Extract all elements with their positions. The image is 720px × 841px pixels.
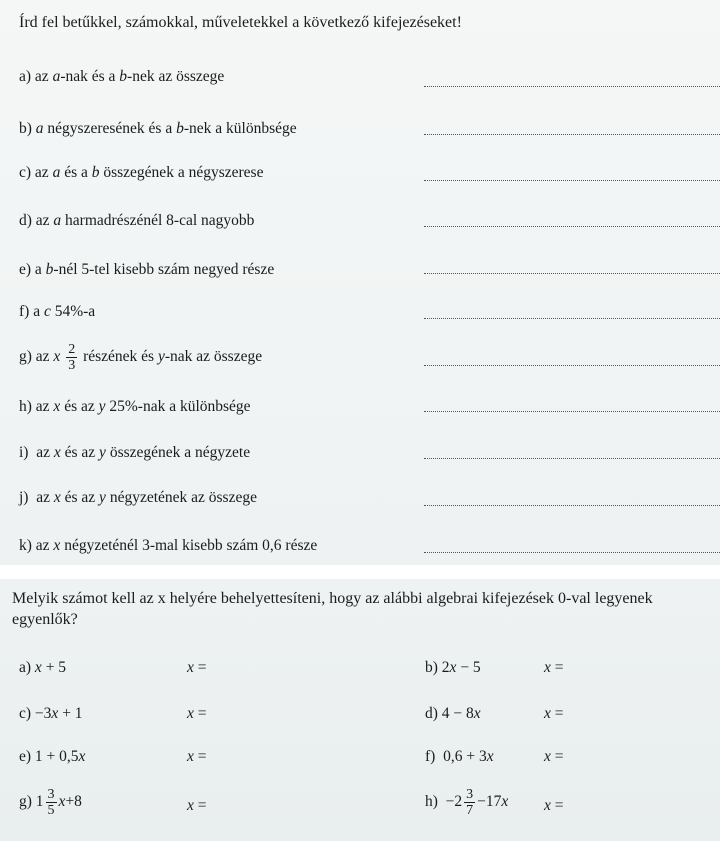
answer-a[interactable]: x = — [187, 659, 207, 676]
item2-g: g) 1 $\frac{3}{5}$ x+8 — [19, 787, 82, 818]
answer-line-g[interactable] — [424, 365, 720, 366]
fraction-3-7: $\frac{3}{7}$ — [466, 787, 474, 818]
answer-line-e[interactable] — [424, 273, 720, 274]
item2-e: e) 1 + 0,5x — [19, 748, 86, 765]
answer-line-k[interactable] — [424, 552, 720, 553]
answer-c[interactable]: x = — [187, 705, 207, 722]
item-b: b) a négyszeresének és a b-nek a különbsége — [19, 120, 297, 137]
answer-line-j[interactable] — [424, 505, 720, 506]
item-d: d) az a harmadrészénél 8-cal nagyobb — [19, 212, 255, 229]
item-g: g) az x $\frac{2}{3}$ részének és y-nak az összege — [19, 342, 263, 373]
answer-f[interactable]: x = — [544, 748, 564, 765]
item-c: c) az a és a b összegének a négyszerese — [19, 164, 264, 181]
item2-a: a) x + 5 — [19, 659, 67, 676]
item2-f: f) 0,6 + 3x — [425, 748, 494, 765]
answer-e[interactable]: x = — [187, 748, 207, 765]
answer-b[interactable]: x = — [544, 659, 564, 676]
item-h: h) az x és az y 25%-nak a különbsége — [19, 398, 251, 415]
item2-d: d) 4 − 8x — [425, 705, 481, 722]
fraction-3-5: $\frac{3}{5}$ — [47, 787, 55, 818]
item2-b: b) 2x − 5 — [425, 659, 481, 676]
item2-h: h) −2 $\frac{3}{7}$ −17x — [425, 787, 509, 818]
answer-g[interactable]: x = — [187, 797, 207, 814]
item-a: a) az a-nak és a b-nek az összege — [19, 68, 225, 85]
answer-line-f[interactable] — [424, 318, 720, 319]
answer-line-c[interactable] — [424, 180, 720, 181]
item-e: e) a b-nél 5-tel kisebb szám negyed része — [19, 261, 275, 278]
item-k: k) az x négyzeténél 3-mal kisebb szám 0,6 része — [19, 537, 318, 554]
item-f: f) a c 54%-a — [19, 303, 96, 320]
answer-line-a[interactable] — [424, 86, 720, 87]
item-i: i) az x és az y összegének a négyzete — [19, 444, 251, 461]
exercise-1-title: Írd fel betűkkel, számokkal, műveletekkel a következő kifejezéseket! — [19, 14, 462, 31]
exercise-2-title: Melyik számot kell az x helyére behelyettesíteni, hogy az alábbi algebrai kifejezések 0-val legyenek egyenlők? — [12, 590, 653, 628]
answer-line-h[interactable] — [424, 411, 720, 412]
answer-line-b[interactable] — [424, 134, 720, 135]
exercise-2-panel — [0, 579, 720, 841]
answer-d[interactable]: x = — [544, 705, 564, 722]
item2-c: c) −3x + 1 — [19, 705, 83, 722]
fraction-2-3: $\frac{2}{3}$ — [68, 342, 76, 373]
answer-h[interactable]: x = — [544, 797, 564, 814]
answer-line-i[interactable] — [424, 458, 720, 459]
answer-line-d[interactable] — [424, 226, 720, 227]
item-j: j) az x és az y négyzetének az összege — [19, 489, 257, 506]
section-gap — [0, 565, 720, 579]
